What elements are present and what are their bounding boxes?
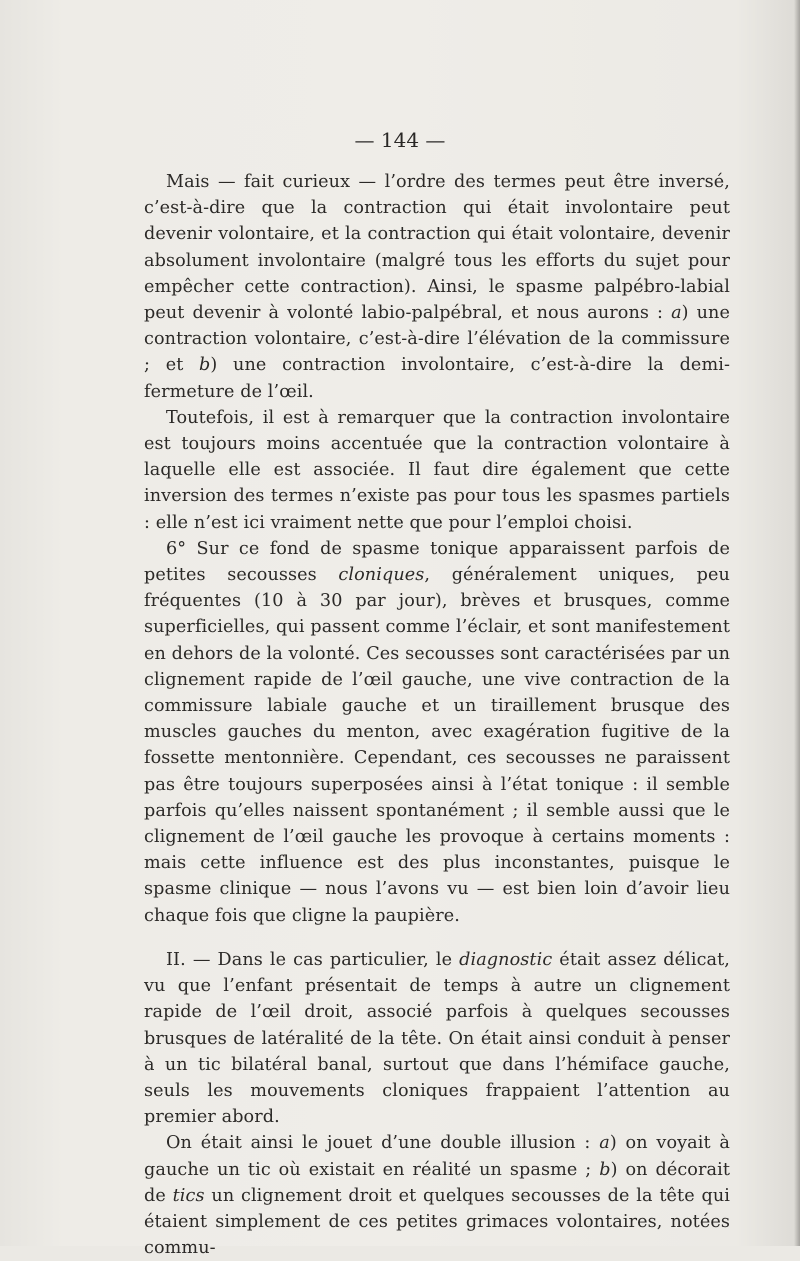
text-run: On était ainsi le jouet d’une double illusion : [166,1133,600,1154]
text-run: était assez délicat, vu que l’enfant présentait de temps à autre un clignement rapide de l’œil droit, associé parfois à quelques secousses brusques de latéralité de la tête. On était ainsi conduit à penser à un tic bilatéral banal, surtout que dans l’hémiface gauche, seuls les mouvements cloniques frappaient l’attention au premier abord. [144,949,730,1128]
italic-text: tics [172,1185,205,1206]
paragraph [144,405,730,536]
italic-text: cloniques [338,565,425,586]
paragraph [144,169,730,405]
italic-text: diagnostic [459,949,553,970]
italic-text: a [671,303,682,324]
text-run: ) une contraction involontaire, c’est-à-dire la demi-fermeture de l’œil. [144,355,730,402]
text-run: Toutefois, il est à remarquer que la contraction involontaire est toujours moins accentuée que la contraction volontaire à laquelle elle est associée. Il faut dire également que cette inversion des termes n’existe pas pour tous les spasmes partiels : elle n’est ici vraiment nette que pour l’emploi choisi. [144,407,730,533]
paragraph [144,1130,730,1261]
paragraph [144,536,730,929]
text-run: ) on décorait de [144,1159,730,1206]
text-run: un clignement droit et quelques secousses de la tête qui étaient simplement de ces petites grimaces volontaires, notées commu- [144,1185,730,1259]
text-run: ) on voyait à gauche un tic où existait en réalité un spasme ; [144,1133,730,1180]
text-run: II. — Dans le cas particulier, le [166,949,460,970]
text-run: 6° Sur ce fond de spasme tonique apparaissent parfois de petites secousses [144,538,730,586]
italic-text: b [199,355,211,376]
text-run: ) une contraction volontaire, c’est-à-dire l’élévation de la commissure ; et [144,303,730,376]
paragraph [144,947,730,1130]
page-number: — 144 — [354,128,446,152]
text-run: Mais — fait curieux — l’ordre des termes peut être inversé, c’est-à-dire que la contraction qui était involontaire peut devenir volontaire, et la contraction qui était volontaire, devenir absolument involontaire (malgré tous les efforts du sujet pour empêcher cette contraction). Ainsi, le spasme palpébro-labial peut devenir à volonté labio-palpébral, et nous aurons : [144,172,730,324]
italic-text: b [599,1159,611,1180]
page-edge-shadow [794,0,800,1246]
text-run: , généralement uniques, peu fréquentes (10 à 30 par jour), brèves et brusques, comme superficielles, qui passent comme l’éclair, et sont manifestement en dehors de la volonté. Ces secousses sont caractérisées par un clignement rapide de l’œil gauche, une vive contraction de la commissure labiale gauche et un tiraillement brusque des muscles gauches du menton, avec exagération fugitive de la fossette mentonnière. Cependant, ces secousses ne paraissent pas être toujours superposées ainsi à l’état tonique : il semble parfois qu’elles naissent spontanément ; il semble aussi que le clignement de l’œil gauche les provoque à certains moments : mais cette influence est des plus inconstantes, puisque le spasme clinique — nous l’avons vu — est bien loin d’avoir lieu chaque fois que cligne la paupière. [144,565,731,926]
italic-text: a [599,1133,610,1154]
body-text [144,169,730,1261]
